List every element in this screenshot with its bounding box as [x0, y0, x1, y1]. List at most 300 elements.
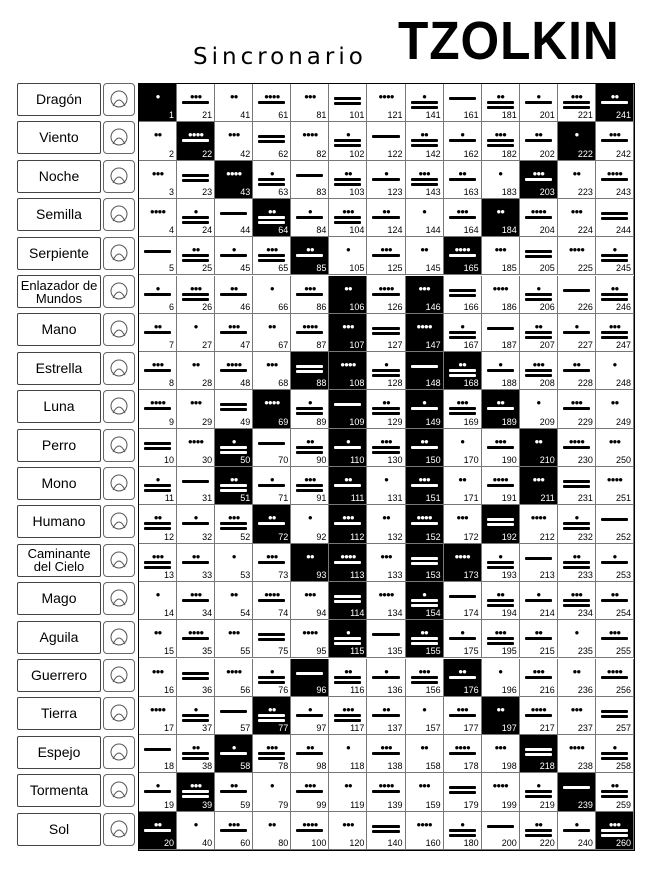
tone-bar [525, 336, 552, 339]
tone-bar [372, 633, 399, 636]
kin-number: 117 [350, 723, 365, 734]
kin-number: 113 [350, 569, 365, 580]
kin-cell [406, 659, 444, 697]
kin-number: 71 [278, 493, 289, 504]
tone-bar [563, 786, 590, 789]
kin-number: 133 [387, 569, 403, 580]
kin-cell [329, 467, 367, 505]
kin-number: 58 [240, 761, 251, 772]
tone-dots: ●●● [227, 628, 240, 638]
tone-bar [182, 139, 209, 142]
kin-number: 51 [240, 493, 251, 504]
tone-dots: ●●●● [568, 743, 585, 753]
tone-bar [334, 221, 361, 224]
tone-bar [372, 790, 399, 793]
kin-number: 234 [577, 608, 593, 619]
tone-bar [601, 217, 628, 220]
tone-dots: ●●●● [149, 398, 166, 408]
kin-number: 29 [202, 416, 213, 427]
tone-bar [334, 484, 361, 487]
kin-number: 19 [164, 799, 175, 810]
mirror-glyph-icon [103, 736, 135, 769]
tone-bar [411, 604, 438, 607]
kin-cell [482, 467, 520, 505]
tone-dots: ●●● [266, 245, 278, 255]
kin-number: 220 [539, 837, 555, 848]
kin-number: 56 [240, 684, 251, 695]
kin-cell [558, 659, 596, 697]
tone-dots: ● [231, 245, 236, 255]
kin-number: 128 [387, 378, 403, 389]
tone-bar [296, 254, 323, 257]
tone-bar [487, 637, 514, 640]
kin-cell [291, 352, 329, 390]
tone-bar [525, 101, 552, 104]
kin-number: 120 [349, 837, 365, 848]
kin-cell [444, 620, 482, 658]
tone-dots: ●●● [494, 743, 506, 753]
tone-dots: ●● [610, 283, 619, 293]
tone-dots: ●●●● [302, 628, 318, 638]
sign-label: Sol [17, 813, 101, 846]
tone-bar [372, 412, 399, 415]
sign-label: Luna [17, 390, 101, 423]
tone-bar [563, 106, 590, 109]
kin-cell [291, 582, 329, 620]
tzolkin-grid [138, 83, 635, 851]
tone-dots: ● [307, 206, 312, 216]
kin-number: 91 [316, 493, 327, 504]
tone-bar [411, 522, 438, 525]
tone-bar [449, 791, 476, 794]
kin-cell [444, 544, 482, 582]
kin-cell [596, 620, 634, 658]
kin-number: 235 [577, 646, 593, 657]
tone-bar [182, 174, 209, 177]
tone-dots: ●● [496, 92, 505, 101]
kin-number: 215 [539, 646, 555, 657]
tone-dots: ●●● [227, 130, 240, 140]
kin-cell [596, 122, 634, 160]
kin-cell [139, 276, 177, 314]
kin-number: 3 [169, 186, 175, 197]
kin-cell [329, 620, 367, 658]
tone-bar [182, 480, 209, 483]
kin-number: 252 [615, 531, 631, 542]
tone-dots: ●● [267, 819, 276, 829]
kin-number: 182 [501, 148, 517, 159]
kin-number: 118 [350, 761, 365, 772]
kin-cell [367, 390, 405, 428]
kin-number: 93 [316, 569, 327, 580]
tone-dots: ●●● [608, 628, 621, 638]
tone-bar [449, 829, 476, 832]
tone-dots: ●●● [418, 475, 430, 484]
kin-cell [139, 467, 177, 505]
tone-dots: ●●● [570, 704, 583, 714]
sign-row [17, 237, 135, 270]
tone-dots: ●●● [608, 321, 621, 331]
tone-dots: ●●● [456, 513, 468, 523]
kin-number: 242 [615, 148, 631, 159]
tone-bar [601, 834, 628, 837]
kin-number: 247 [615, 340, 631, 351]
kin-cell [520, 122, 558, 160]
kin-number: 68 [278, 378, 289, 389]
kin-number: 69 [278, 416, 289, 427]
kin-number: 28 [202, 378, 213, 389]
kin-cell [329, 84, 367, 122]
kin-number: 205 [539, 263, 555, 274]
kin-number: 10 [164, 454, 175, 465]
tone-bar [144, 489, 171, 492]
tone-bar [411, 365, 438, 368]
tone-bar [487, 101, 514, 104]
tone-bar [525, 139, 552, 142]
tone-bar [525, 255, 552, 258]
tone-bar [334, 522, 361, 525]
kin-number: 38 [202, 761, 213, 772]
kin-cell [177, 237, 215, 275]
kin-number: 102 [349, 148, 365, 159]
tone-dots: ●● [344, 475, 352, 484]
kin-cell [444, 467, 482, 505]
kin-cell [329, 659, 367, 697]
tone-bar [525, 298, 552, 301]
tone-bar [258, 681, 285, 684]
kin-cell [139, 390, 177, 428]
tone-dots: ●●●● [454, 743, 470, 753]
tone-dots: ●● [572, 168, 581, 178]
kin-cell [520, 812, 558, 850]
kin-cell [520, 620, 558, 658]
tone-bar [601, 715, 628, 718]
tone-bar [182, 757, 209, 760]
kin-number: 243 [615, 186, 631, 197]
kin-cell [253, 314, 291, 352]
storm-glyph-icon [103, 774, 135, 807]
kin-cell [177, 161, 215, 199]
dog-glyph-icon [103, 429, 135, 462]
kin-number: 148 [425, 378, 441, 389]
tone-dots: ● [498, 666, 503, 676]
tone-bar [487, 484, 514, 487]
tone-bar [220, 403, 247, 406]
kin-number: 191 [501, 493, 517, 504]
kin-number: 76 [278, 684, 289, 695]
tone-bar [525, 599, 552, 602]
tone-bar [411, 681, 438, 684]
tone-dots: ●● [153, 819, 162, 829]
kin-number: 147 [425, 340, 441, 351]
kin-number: 194 [501, 608, 517, 619]
kin-number: 196 [501, 684, 517, 695]
tone-dots: ●●●● [340, 360, 356, 370]
kin-number: 254 [615, 608, 631, 619]
kin-cell [329, 429, 367, 467]
subtitle: Sincronario [193, 44, 367, 70]
kin-number: 198 [501, 761, 517, 772]
kin-number: 12 [164, 531, 175, 542]
tone-dots: ● [231, 436, 236, 446]
kin-cell [444, 773, 482, 811]
kin-number: 251 [615, 493, 631, 504]
tone-bar [258, 757, 285, 760]
sign-row [17, 275, 135, 308]
kin-cell [482, 773, 520, 811]
kin-cell [444, 390, 482, 428]
tone-bar [334, 561, 361, 564]
tone-dots: ● [307, 704, 312, 714]
tone-dots: ●●● [304, 589, 316, 599]
tone-dots: ●● [420, 436, 428, 446]
tone-bar [144, 748, 171, 751]
kin-cell [558, 697, 596, 735]
kin-cell [406, 161, 444, 199]
tone-bar [411, 642, 438, 645]
tone-dots: ●●● [570, 398, 583, 408]
tone-bar [334, 216, 361, 219]
tone-bar [220, 829, 247, 832]
tone-dots: ●●● [380, 551, 392, 561]
tone-dots: ●●● [342, 513, 354, 523]
tone-dots: ●●●● [416, 819, 432, 829]
tone-dots: ●●● [342, 206, 354, 216]
tone-bar [372, 374, 399, 377]
kin-number: 101 [349, 110, 365, 121]
tone-bar [372, 216, 399, 219]
kin-number: 33 [202, 569, 213, 580]
tone-dots: ●● [229, 283, 238, 293]
tone-dots: ● [269, 168, 274, 178]
kin-number: 84 [316, 225, 327, 236]
tone-bar [525, 293, 552, 296]
kin-number: 213 [539, 569, 555, 580]
kin-cell [482, 429, 520, 467]
kin-number: 74 [278, 608, 289, 619]
kin-cell [406, 505, 444, 543]
tone-bar [372, 293, 399, 296]
tone-bar [258, 633, 285, 636]
kin-number: 142 [425, 148, 441, 159]
kin-cell [558, 237, 596, 275]
tone-dots: ● [460, 819, 465, 829]
sign-row [17, 390, 135, 423]
kin-number: 257 [615, 723, 631, 734]
tone-dots: ● [460, 628, 465, 638]
kin-number: 203 [539, 186, 555, 197]
kin-cell [367, 199, 405, 237]
kin-cell [367, 276, 405, 314]
tone-dots: ●● [420, 628, 428, 638]
tone-dots: ● [460, 436, 465, 446]
kin-cell [367, 812, 405, 850]
kin-cell [215, 773, 253, 811]
kin-number: 158 [425, 761, 441, 772]
tone-bar [144, 790, 171, 793]
tone-bar [449, 216, 476, 219]
sign-label: Mano [17, 313, 101, 346]
tone-bar [220, 484, 247, 487]
kin-cell [558, 582, 596, 620]
kin-cell [406, 735, 444, 773]
kin-number: 154 [425, 608, 441, 619]
kin-number: 67 [278, 340, 289, 351]
kin-cell [177, 314, 215, 352]
tone-bar [372, 451, 399, 454]
tone-bar [601, 790, 628, 793]
kin-cell [482, 505, 520, 543]
wind-glyph-icon [103, 121, 135, 154]
tone-bar [182, 298, 209, 301]
kin-number: 17 [164, 723, 175, 734]
kin-cell [329, 390, 367, 428]
tone-bar [296, 331, 323, 334]
tone-bar [144, 407, 171, 410]
kin-cell [482, 352, 520, 390]
tone-bar [334, 595, 361, 598]
kin-number: 178 [463, 761, 479, 772]
tone-dots: ● [269, 666, 274, 676]
kin-cell [558, 352, 596, 390]
kin-cell [444, 735, 482, 773]
kin-cell [406, 390, 444, 428]
tone-bar [563, 485, 590, 488]
kin-number: 144 [425, 225, 441, 236]
kin-cell [482, 237, 520, 275]
tone-bar [601, 254, 628, 257]
kin-cell [177, 84, 215, 122]
kin-cell [367, 161, 405, 199]
kin-number: 208 [539, 378, 555, 389]
tone-bar [182, 561, 209, 564]
tone-dots: ●● [534, 321, 543, 331]
kin-number: 162 [463, 148, 479, 159]
kin-cell [253, 122, 291, 160]
kin-cell [139, 812, 177, 850]
kin-cell [177, 582, 215, 620]
kin-cell [177, 199, 215, 237]
kin-number: 61 [278, 110, 289, 121]
tone-bar [372, 327, 399, 330]
kin-number: 13 [164, 569, 175, 580]
kin-number: 48 [240, 378, 251, 389]
kin-number: 163 [463, 186, 479, 197]
kin-cell [482, 161, 520, 199]
sign-row [17, 429, 135, 462]
sign-label: Mono [17, 467, 101, 500]
kin-cell [139, 544, 177, 582]
kin-cell [367, 697, 405, 735]
kin-cell [215, 505, 253, 543]
kin-cell [139, 199, 177, 237]
kin-number: 49 [240, 416, 251, 427]
tone-dots: ● [231, 743, 236, 753]
kin-number: 112 [350, 531, 365, 542]
kin-cell [444, 352, 482, 390]
kin-number: 70 [278, 454, 289, 465]
sign-row [17, 697, 135, 730]
tone-bar [525, 676, 552, 679]
kin-number: 173 [463, 569, 479, 580]
tone-bar [563, 331, 590, 334]
kin-number: 256 [615, 684, 631, 695]
kin-number: 65 [278, 263, 289, 274]
kin-number: 132 [387, 531, 403, 542]
kin-number: 94 [316, 608, 327, 619]
kin-cell [291, 276, 329, 314]
tone-dots: ●●● [304, 475, 316, 484]
tone-dots: ● [193, 206, 198, 216]
kin-cell [139, 84, 177, 122]
tone-dots: ●●●● [530, 704, 546, 714]
kin-number: 59 [240, 799, 251, 810]
kin-cell [253, 84, 291, 122]
kin-cell [367, 620, 405, 658]
kin-cell [520, 314, 558, 352]
tone-bar [372, 830, 399, 833]
kin-cell [482, 582, 520, 620]
kin-number: 137 [387, 723, 403, 734]
kin-number: 166 [463, 301, 479, 312]
kin-cell [406, 237, 444, 275]
kin-number: 161 [463, 110, 479, 121]
kin-cell [253, 505, 291, 543]
tone-bar [220, 527, 247, 530]
kin-cell [596, 352, 634, 390]
kin-number: 88 [316, 378, 327, 389]
tone-dots: ●●● [494, 245, 506, 255]
tone-bar [411, 562, 438, 565]
kin-cell [215, 352, 253, 390]
tone-bar [334, 183, 361, 186]
tone-bar [525, 714, 552, 717]
tone-bar [563, 527, 590, 530]
kin-number: 52 [240, 531, 251, 542]
sign-label: Estrella [17, 352, 101, 385]
tone-dots: ●● [610, 92, 619, 101]
tone-bar [182, 179, 209, 182]
kin-number: 11 [164, 493, 175, 504]
tone-dots: ●●● [189, 283, 202, 293]
kin-number: 222 [577, 148, 593, 159]
tone-dots: ●● [229, 781, 238, 791]
kin-cell [291, 505, 329, 543]
kin-number: 223 [577, 186, 593, 197]
tone-dots: ● [155, 781, 160, 791]
kin-number: 145 [425, 263, 441, 274]
tone-bar [334, 642, 361, 645]
kin-cell [520, 505, 558, 543]
tone-bar [220, 710, 247, 713]
tone-bar [372, 254, 399, 257]
tone-dots: ●●● [494, 436, 506, 446]
kin-cell [406, 773, 444, 811]
tone-bar [144, 566, 171, 569]
kin-number: 169 [463, 416, 479, 427]
monkey-glyph-icon [103, 467, 135, 500]
kin-cell [253, 620, 291, 658]
tone-dots: ● [460, 321, 465, 331]
kin-cell [253, 735, 291, 773]
kin-number: 27 [202, 340, 213, 351]
hand-glyph-icon [103, 313, 135, 346]
kin-number: 177 [463, 723, 479, 734]
kin-cell [291, 84, 329, 122]
tone-dots: ●● [305, 245, 314, 255]
tone-bar [487, 604, 514, 607]
sign-row [17, 352, 135, 385]
